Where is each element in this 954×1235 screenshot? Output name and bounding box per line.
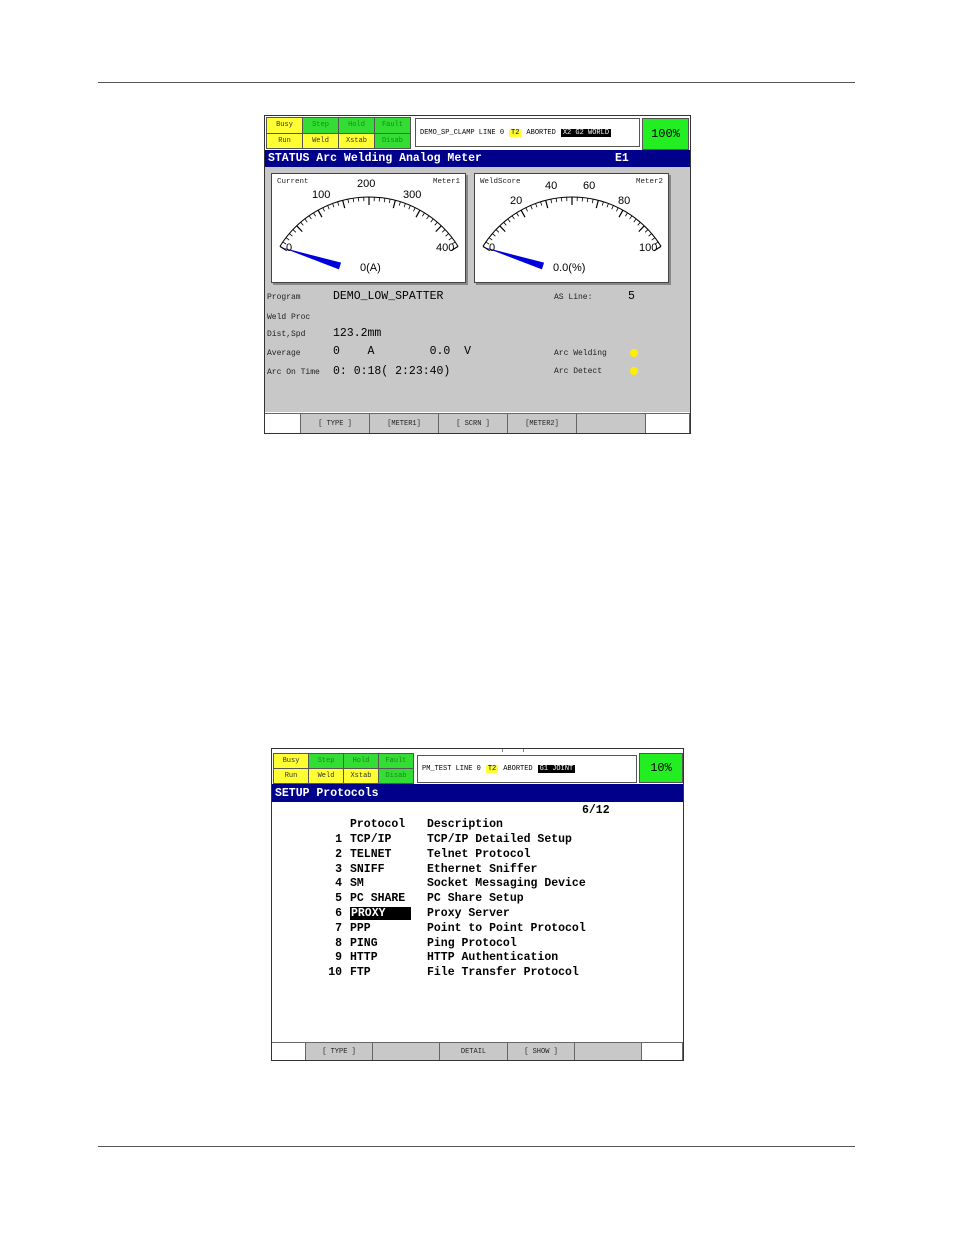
arc-on-time-label: Arc On Time [267, 368, 320, 377]
fkey2-blank-left [272, 1043, 306, 1061]
protocol-row-name[interactable]: PC SHARE [350, 892, 406, 906]
weldscore-meter [474, 173, 669, 283]
coord-tag-2: G1 JOINT [539, 765, 574, 773]
protocol-row-number: 8 [335, 936, 342, 950]
led-fault: Fault [375, 118, 410, 133]
function-key-bar-2 [272, 1042, 683, 1061]
meter2-name: WeldScore [480, 178, 521, 186]
meter2-tick [634, 219, 636, 222]
fkey2-show[interactable]: [ SHOW ] [508, 1043, 575, 1061]
protocol-row-number: 4 [335, 877, 342, 891]
protocol-row-number: 5 [335, 892, 342, 906]
program-state-2: ABORTED [503, 765, 533, 773]
meter1-tick [314, 213, 316, 216]
screen-title-bar-2 [272, 784, 683, 802]
meter1-tick [305, 219, 307, 222]
meter2-tick [616, 208, 618, 212]
program-line: DEMO_SP_CLAMP LINE 0 [420, 128, 505, 137]
protocol-row-description: Proxy Server [427, 907, 510, 920]
fkey-blank-left [265, 414, 301, 434]
dist-spd-value: 123.2mm [333, 327, 382, 340]
meter1-scale-100: 100 [312, 189, 331, 201]
program-value: DEMO_LOW_SPATTER [333, 290, 444, 303]
screen-title-right: E1 [615, 152, 629, 165]
speed-override-2: 10% [639, 753, 683, 783]
protocol-row-description: Ethernet Sniffer [427, 862, 538, 876]
meter2-tick [551, 199, 552, 203]
meter1-tick [343, 200, 345, 208]
meter2-tick [630, 216, 632, 219]
current-meter [271, 173, 466, 283]
meter2-tick [489, 238, 492, 240]
protocol-row-description: Socket Messaging Device [427, 877, 586, 891]
as-line-label: AS Line: [554, 293, 593, 302]
meter1-tick [301, 222, 304, 225]
meter1-tick [333, 204, 334, 208]
fkey2-detail[interactable]: DETAIL [440, 1043, 508, 1061]
protocol-row-name[interactable]: FTP [350, 966, 371, 980]
meter1-tick [449, 238, 452, 240]
led-run-2: Run [274, 769, 308, 783]
meter1-tick [297, 226, 303, 232]
program-state: ABORTED [526, 128, 556, 137]
meter1-tick [409, 205, 411, 209]
weld-proc-label: Weld Proc [267, 313, 311, 322]
protocol-row-description: HTTP Authentication [427, 951, 559, 965]
setup-protocols-screen [271, 748, 684, 1061]
fkey-meter2[interactable]: [METER2] [508, 414, 577, 434]
coord-tag: X2 G2 WORLD [562, 128, 610, 137]
led-busy-2: Busy [274, 754, 308, 768]
protocol-row-name[interactable]: SM [350, 877, 364, 891]
meter2-scale-0: 0 [489, 242, 496, 254]
meter1-tick [399, 202, 400, 206]
page-bottom-rule [98, 1146, 855, 1147]
meter2-tick [536, 204, 537, 208]
meter1-tick [389, 199, 390, 203]
protocol-row-name[interactable]: PPP [350, 921, 371, 935]
top-decoration [502, 749, 524, 752]
protocol-row-number: 6 [335, 907, 342, 920]
meter2-tick [638, 222, 641, 225]
meter1-tick [318, 210, 322, 217]
meter2-scale-40: 40 [545, 180, 558, 192]
protocol-row-description: Ping Protocol [427, 936, 517, 950]
led-hold: Hold [339, 118, 374, 133]
protocol-row-name[interactable]: HTTP [350, 951, 378, 965]
led-run: Run [267, 134, 302, 149]
meter1-scale-200: 200 [357, 178, 376, 190]
arc-welding-label: Arc Welding [554, 349, 607, 358]
meter2-tick [619, 210, 623, 217]
arc-detect-label: Arc Detect [554, 367, 603, 376]
meter2-scale-60: 60 [583, 180, 596, 192]
meter1-tick [348, 199, 349, 203]
meter2-tick [612, 205, 614, 209]
arc-welding-indicator [630, 349, 638, 357]
arc-welding-meter-screen [264, 115, 691, 434]
meter2-tick [504, 222, 507, 225]
meter2-tick [546, 200, 548, 208]
meter1-tick [446, 234, 449, 237]
meter1-tick [323, 208, 325, 212]
meter1-reading: 0(A) [360, 262, 381, 274]
protocol-row-description: TCP/IP Detailed Setup [427, 833, 572, 846]
meter2-tick [526, 208, 528, 212]
arc-detect-indicator [630, 367, 638, 375]
meter2-reading: 0.0(%) [553, 262, 586, 274]
fkey-type[interactable]: [ TYPE ] [301, 414, 370, 434]
screen-title-2: SETUP Protocols [275, 786, 379, 800]
protocol-row-description: Point to Point Protocol [427, 921, 586, 935]
meter2-tick [512, 216, 514, 219]
as-line-value: 5 [628, 290, 635, 303]
function-key-bar [265, 413, 690, 434]
program-label: Program [267, 293, 301, 302]
program-line-2: PM_TEST LINE 0 [422, 765, 481, 773]
meter1-tick [293, 230, 296, 233]
fkey2-5[interactable] [575, 1043, 642, 1061]
meter1-tick [435, 222, 438, 225]
led-hold-2: Hold [344, 754, 378, 768]
protocol-row-name[interactable]: PROXY [350, 907, 411, 920]
meter1-tick [422, 213, 424, 216]
program-status-box [415, 118, 640, 147]
fkey-meter1[interactable]: [METER1] [370, 414, 439, 434]
average-value: 0 A 0.0 V [333, 345, 472, 358]
led-disab-2: Disab [379, 769, 413, 783]
led-disab: Disab [375, 134, 410, 149]
dist-spd-label: Dist,Spd [267, 330, 306, 339]
meter1-tick [413, 208, 415, 212]
fkey-5[interactable] [577, 414, 646, 434]
meter1-tick [393, 200, 395, 208]
led-step: Step [303, 118, 338, 133]
meter2-tick [607, 204, 608, 208]
meter2-tick [492, 234, 495, 237]
led-weld: Weld [303, 134, 338, 149]
meter1-tick [328, 205, 330, 209]
meter1-tick [286, 238, 289, 240]
meter2-tick [645, 230, 648, 233]
led-weld-2: Weld [309, 769, 343, 783]
fkey2-2[interactable] [373, 1043, 440, 1061]
status-led-panel [266, 117, 411, 149]
meter1-name: Current [277, 178, 309, 186]
speed-override: 100% [642, 118, 689, 150]
meter2-tick [541, 202, 542, 206]
protocol-row-number: 7 [335, 921, 342, 935]
meter1-scale-300: 300 [403, 189, 422, 201]
meter2-id: Meter2 [635, 178, 663, 186]
meter1-id: Meter1 [432, 178, 460, 186]
header-description: Description [427, 818, 503, 831]
meter1-tick [353, 198, 354, 202]
meter2-tick [602, 202, 603, 206]
protocol-row-name[interactable]: TCP/IP [350, 833, 392, 846]
led-step-2: Step [309, 754, 343, 768]
meter2-scale-20: 20 [510, 195, 523, 207]
protocol-row-number: 3 [335, 862, 342, 876]
meter1-tick [289, 234, 292, 237]
meter1-tick [416, 210, 420, 217]
protocol-row-description: File Transfer Protocol [427, 966, 579, 980]
fkey-blank-right [646, 414, 690, 434]
page-top-rule [98, 82, 855, 83]
fkey2-blank-right [642, 1043, 683, 1061]
meter1-tick [338, 202, 339, 206]
meter2-tick [500, 226, 506, 232]
meter1-tick [427, 216, 429, 219]
meter1-scale-400: 400 [436, 242, 455, 254]
meter2-tick [639, 226, 645, 232]
meter1-tick [436, 226, 442, 232]
meter2-tick [531, 205, 533, 209]
meter2-tick [508, 219, 510, 222]
meter1-tick [384, 198, 385, 202]
protocol-row-number: 1 [335, 833, 342, 846]
page-indicator: 6/12 [582, 804, 610, 817]
meter1-tick [431, 219, 433, 222]
protocol-row-name[interactable]: PING [350, 936, 378, 950]
led-busy: Busy [267, 118, 302, 133]
meter2-tick [496, 230, 499, 233]
meter1-tick [442, 230, 445, 233]
meter2-scale-80: 80 [618, 195, 631, 207]
meter1-scale-0: 0 [286, 242, 293, 254]
average-label: Average [267, 349, 301, 358]
meter2-tick [556, 198, 557, 202]
led-xstab-2: Xstab [344, 769, 378, 783]
meter1-tick [404, 204, 405, 208]
meter2-tick [625, 213, 627, 216]
meter2-tick [596, 200, 598, 208]
screen-title-bar [265, 150, 690, 167]
meter2-tick [517, 213, 519, 216]
protocol-row-number: 9 [335, 951, 342, 965]
header-protocol: Protocol [350, 818, 406, 831]
meter2-tick [587, 198, 588, 202]
program-status-box-2 [417, 755, 637, 783]
fkey2-type[interactable]: [ TYPE ] [306, 1043, 373, 1061]
arc-on-time-value: 0: 0:18( 2:23:40) [333, 365, 451, 378]
meter2-tick [521, 210, 525, 217]
screen-title: STATUS Arc Welding Analog Meter [268, 152, 482, 165]
mode-tag: T2 [511, 128, 520, 137]
status-led-panel-2 [273, 753, 414, 784]
protocol-row-number: 10 [328, 966, 342, 980]
led-xstab: Xstab [339, 134, 374, 149]
fkey-scrn[interactable]: [ SCRN ] [439, 414, 508, 434]
protocol-row-name[interactable]: TELNET [350, 847, 392, 861]
meter1-tick [309, 216, 311, 219]
meter2-tick [592, 199, 593, 203]
meter2-tick [652, 238, 655, 240]
meter2-tick [649, 234, 652, 237]
mode-tag-2: T2 [487, 765, 497, 773]
meter2-scale-100: 100 [639, 242, 658, 254]
protocol-row-number: 2 [335, 847, 342, 861]
led-fault-2: Fault [379, 754, 413, 768]
protocol-row-name[interactable]: SNIFF [350, 862, 385, 876]
protocol-row-description: PC Share Setup [427, 892, 524, 906]
protocol-row-description: Telnet Protocol [427, 847, 531, 861]
